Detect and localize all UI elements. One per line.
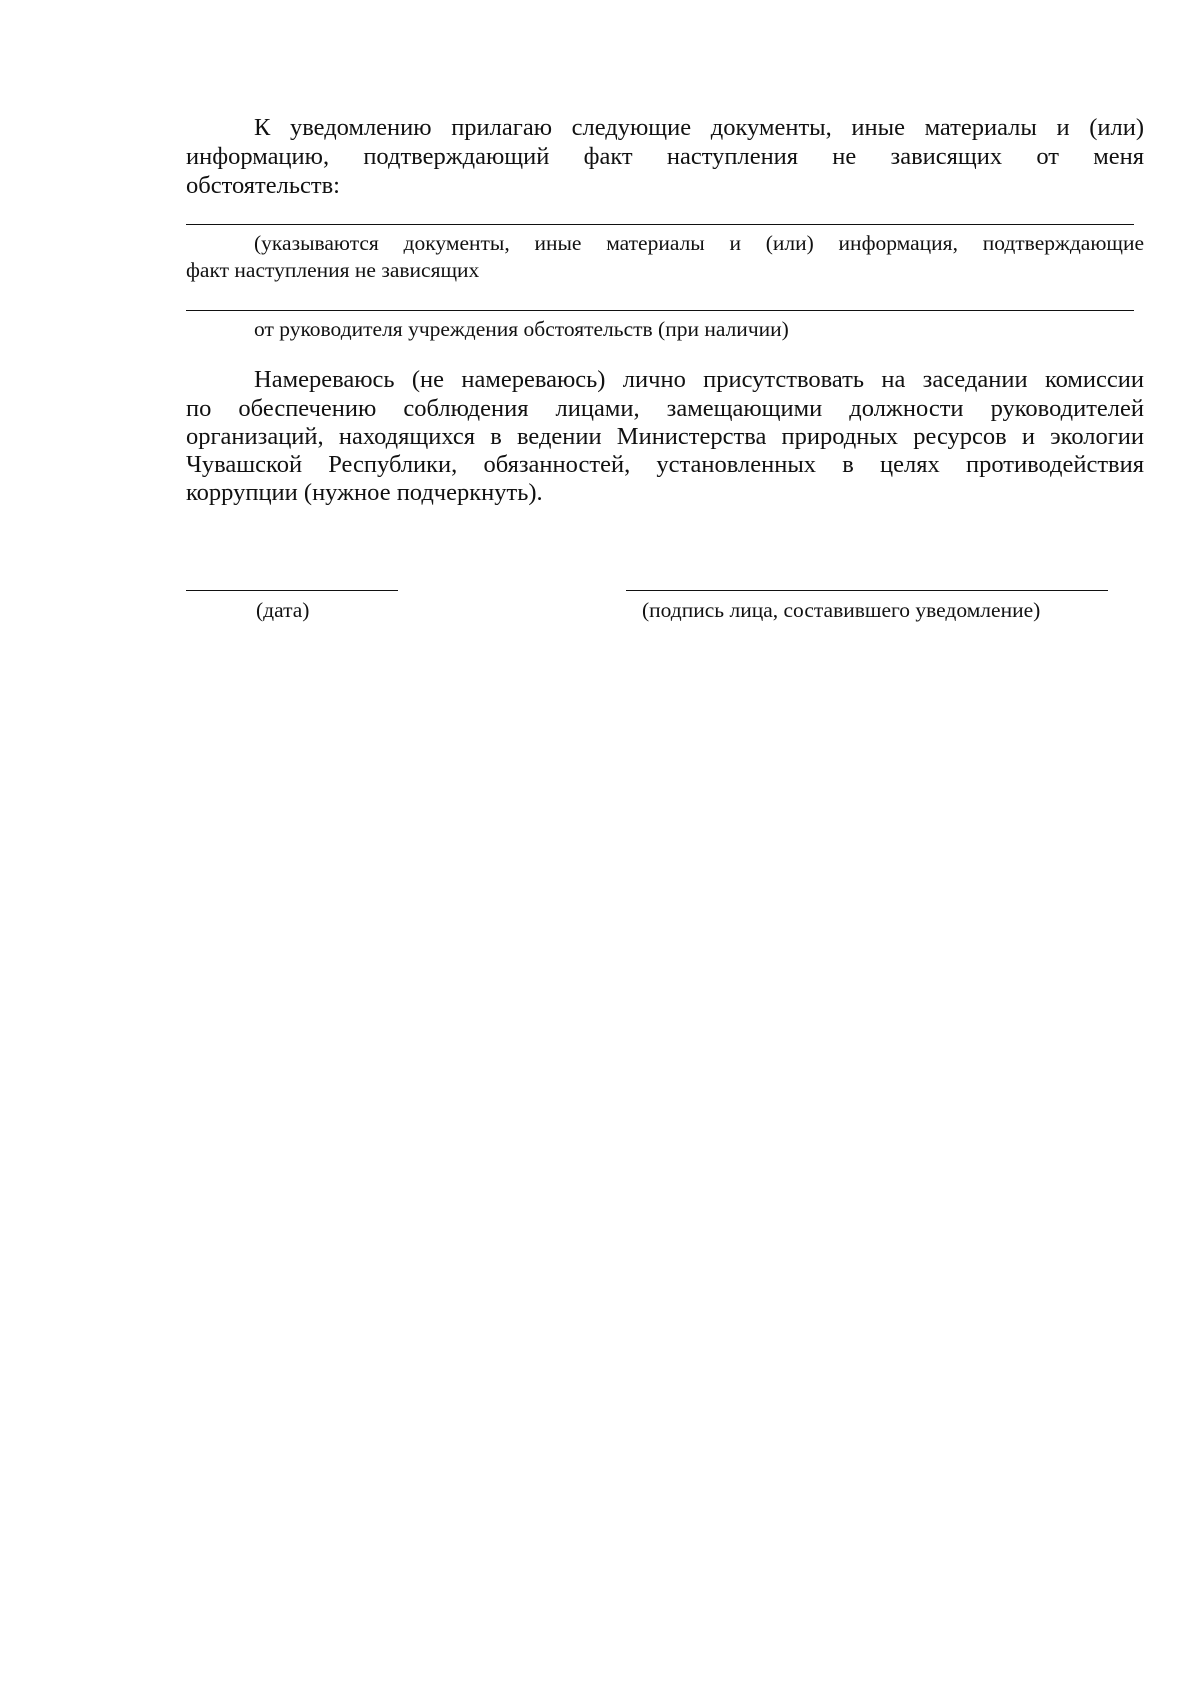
intent-line-1: Намереваюсь (не намереваюсь) лично присутствовать на заседании комиссии	[254, 366, 1144, 393]
intent-line-4: Чувашской Республики, обязанностей, установленных в целях противодействия	[186, 451, 1144, 478]
intent-line-2: по обеспечению соблюдения лицами, замещающими должности руководителей	[186, 395, 1144, 422]
attachments-hint-line-1: (указываются документы, иные материалы и (или) информация, подтверждающие	[254, 231, 1144, 255]
attachments-line-3: обстоятельств:	[186, 172, 340, 199]
date-caption: (дата)	[256, 598, 310, 622]
attachments-hint-line-2: факт наступления не зависящих	[186, 258, 480, 282]
fill-line-1[interactable]	[186, 224, 1134, 225]
signature-caption: (подпись лица, составившего уведомление)	[642, 598, 1041, 622]
intent-line-5: коррупции (нужное подчеркнуть).	[186, 479, 543, 506]
signature-line[interactable]	[626, 590, 1108, 591]
attachments-hint-line-3: от руководителя учреждения обстоятельств (при наличии)	[254, 317, 789, 341]
attachments-line-2: информацию, подтверждающий факт наступления не зависящих от меня	[186, 143, 1144, 170]
intent-line-3: организаций, находящихся в ведении Министерства природных ресурсов и экологии	[186, 423, 1144, 450]
attachments-line-1: К уведомлению прилагаю следующие документы, иные материалы и (или)	[254, 114, 1144, 141]
fill-line-2[interactable]	[186, 310, 1134, 311]
date-line[interactable]	[186, 590, 398, 591]
